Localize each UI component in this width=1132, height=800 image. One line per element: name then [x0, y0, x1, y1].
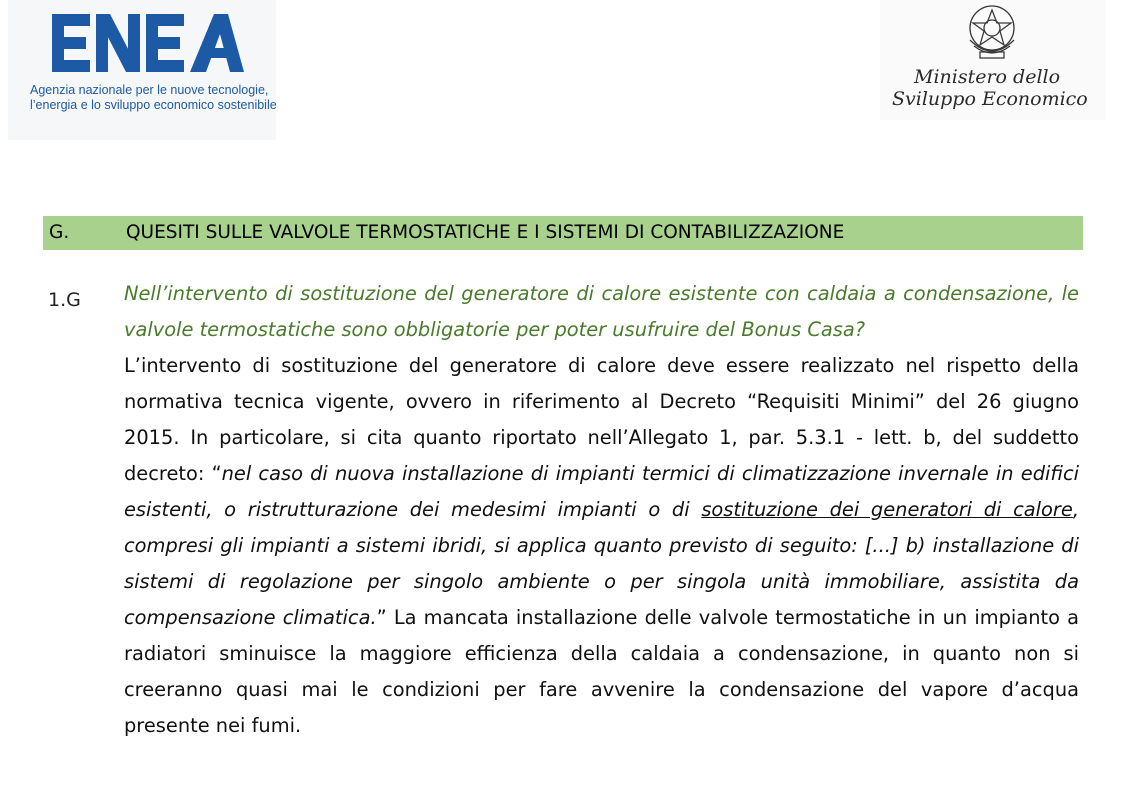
decree-quote-part2: , compresi gli impianti a sistemi ibridi, si applica quanto previsto di seguito: [...] b) installazione di sistemi di regolazione per singolo ambiente o per singola unità immobiliare, assistita da compensazione climatica. [124, 498, 1079, 629]
decree-quote-underlined: sostituzione dei generatori di calore [701, 498, 1073, 521]
enea-header [8, 0, 276, 140]
answer-conclusion: ” La mancata installazione delle valvole termostatiche in un impianto a radiatori sminuisce la maggiore efficienza della caldaia a condensazione, in quanto non si creeranno quasi mai le condizioni per fare avvenire la condensazione del vapore d’acqua presente nei fumi. [124, 606, 1079, 737]
question-text: Nell’intervento di sostituzione del generatore di calore esistente con caldaia a condensazione, le valvole termostatiche sono obbligatorie per poter usufruire del Bonus Casa? [124, 282, 1079, 341]
faq-item [124, 276, 1079, 744]
enea-logo [52, 14, 244, 72]
decree-quote-part1: nel caso di nuova installazione di impianti termici di climatizzazione invernale in edifici esistenti, o ristrutturazione dei medesimi impianti o di [124, 462, 1079, 521]
republic-emblem-icon [960, 0, 1024, 64]
ministry-header [880, 0, 1106, 120]
enea-tagline [30, 83, 290, 113]
answer-text [124, 348, 1079, 744]
enea-tagline-line2: l’energia e lo sviluppo economico sostenibile [30, 98, 277, 112]
question-number: 1.G [48, 289, 81, 311]
ministry-name [880, 66, 1106, 110]
section-title: QUESITI SULLE VALVOLE TERMOSTATICHE E I SISTEMI DI CONTABILIZZAZIONE [126, 222, 845, 243]
ministry-line2: Sviluppo Economico [892, 88, 1088, 110]
answer-intro: L’intervento di sostituzione del generatore di calore deve essere realizzato nel rispetto della normativa tecnica vigente, ovvero in riferimento al Decreto “Requisiti Minimi” del 26 giugno 2015. In particolare, si cita quanto riportato nell’Allegato 1, par. 5.3.1 - lett. b, del suddetto decreto: “ [124, 354, 1079, 485]
section-heading [43, 216, 1083, 250]
ministry-line1: Ministero dello [914, 66, 1061, 88]
section-letter: G. [49, 222, 70, 243]
enea-tagline-line1: Agenzia nazionale per le nuove tecnologie, [30, 83, 269, 97]
